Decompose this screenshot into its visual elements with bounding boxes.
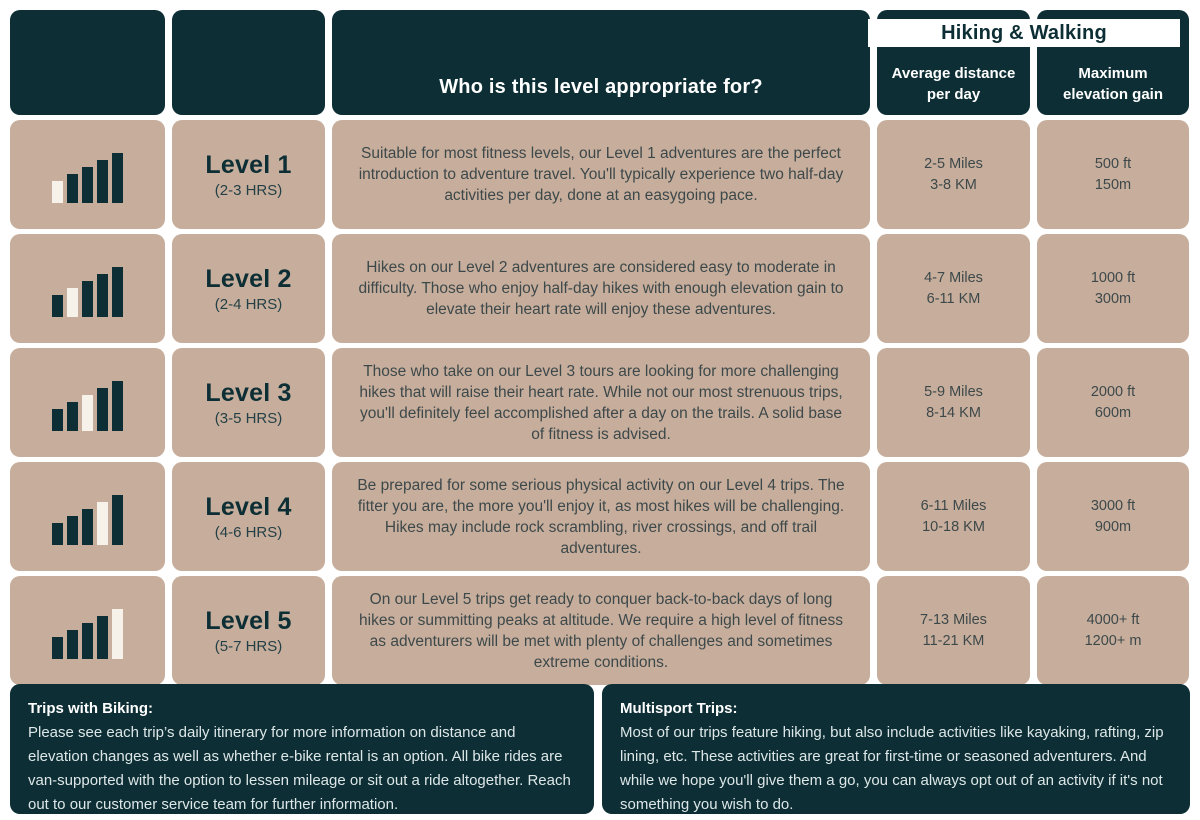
elevation-ft: 2000 ft <box>1090 383 1136 400</box>
bar-segment <box>97 388 108 431</box>
level-hours: (2-3 HRS) <box>214 181 283 199</box>
level-elevation-cell <box>1037 462 1189 571</box>
level-name: Level 5 <box>205 606 292 635</box>
bar-segment <box>97 616 108 659</box>
distance-miles: 4-7 Miles <box>924 269 983 286</box>
biking-note-body: Please see each trip’s daily itinerary for more information on distance and elevation changes as well as whether e-bike rental is an option. All bike rides are van-supported with the option to lessen mileage or sit out a ride altogether. Reach out to our customer service team for further information. <box>28 724 571 813</box>
distance-miles: 7-13 Miles <box>920 611 987 628</box>
level-icon-cell <box>10 462 165 571</box>
multisport-note-box <box>602 684 1190 814</box>
elevation-m: 150m <box>1094 176 1132 193</box>
level-name-cell <box>172 576 325 685</box>
level-description-cell <box>332 462 870 571</box>
distance-km: 10-18 KM <box>922 518 985 535</box>
level-name: Level 1 <box>205 150 292 179</box>
level-distance-cell <box>877 576 1030 685</box>
distance-km: 11-21 KM <box>922 632 985 649</box>
bar-segment <box>67 174 78 203</box>
level-name: Level 3 <box>205 378 292 407</box>
level-elevation-cell <box>1037 234 1189 343</box>
level-name-cell <box>172 120 325 229</box>
level-description: Be prepared for some serious physical activity on our Level 4 trips. The fitter you are, the more you'll enjoy it, as most hikes will be challenging. Hikes may include rock scrambling, river crossings, and off trail adventures. <box>357 476 845 557</box>
level-elevation-cell <box>1037 576 1189 685</box>
level-description: Hikes on our Level 2 adventures are considered easy to moderate in difficulty. Those who enjoy half-day hikes with enough elevation gain to elevate their heart rate will enjoy these adventures. <box>358 259 844 318</box>
bar-segment <box>82 167 93 203</box>
elevation-m: 900m <box>1094 518 1132 535</box>
level-icon-cell <box>10 120 165 229</box>
level-name-cell <box>172 234 325 343</box>
elevation-ft: 1000 ft <box>1090 269 1136 286</box>
header-level-column-spacer <box>172 10 325 115</box>
level-icon-cell <box>10 234 165 343</box>
bar-segment <box>82 395 93 431</box>
level-distance-cell <box>877 234 1030 343</box>
level-description-cell <box>332 234 870 343</box>
elevation-m: 600m <box>1094 404 1132 421</box>
hiking-walking-banner <box>868 19 1180 47</box>
level-elevation-cell <box>1037 348 1189 457</box>
bar-segment <box>97 502 108 545</box>
elevation-m: 300m <box>1094 290 1132 307</box>
level-name: Level 4 <box>205 492 292 521</box>
distance-miles: 5-9 Miles <box>924 383 983 400</box>
level-bars-icon <box>52 265 123 317</box>
distance-km: 3-8 KM <box>930 176 977 193</box>
level-name-cell <box>172 348 325 457</box>
footer-notes <box>10 684 1190 814</box>
level-hours: (4-6 HRS) <box>214 523 283 541</box>
distance-km: 6-11 KM <box>926 290 981 307</box>
header-who-cell <box>332 10 870 115</box>
bar-segment <box>52 295 63 317</box>
level-name-cell <box>172 462 325 571</box>
bar-segment <box>112 381 123 431</box>
level-icon-cell <box>10 576 165 685</box>
level-description-cell <box>332 348 870 457</box>
level-distance-cell <box>877 348 1030 457</box>
elevation-ft: 500 ft <box>1094 155 1132 172</box>
bar-segment <box>97 274 108 317</box>
distance-km: 8-14 KM <box>926 404 981 421</box>
level-hours: (2-4 HRS) <box>214 295 283 313</box>
bar-segment <box>112 153 123 203</box>
elevation-column-title: Maximum elevation gain <box>1062 65 1164 103</box>
bar-segment <box>97 160 108 203</box>
bar-segment <box>52 637 63 659</box>
distance-column-title: Average distance per day <box>891 65 1016 103</box>
bar-segment <box>112 609 123 659</box>
who-column-title: Who is this level appropriate for? <box>439 76 763 98</box>
level-bars-icon <box>52 607 123 659</box>
bar-segment <box>67 630 78 659</box>
bar-segment <box>82 509 93 545</box>
difficulty-levels-table <box>10 10 1190 685</box>
level-distance-cell <box>877 462 1030 571</box>
level-hours: (5-7 HRS) <box>214 637 283 655</box>
bar-segment <box>112 267 123 317</box>
level-elevation-cell <box>1037 120 1189 229</box>
elevation-m: 1200+ m <box>1084 632 1142 649</box>
distance-miles: 6-11 Miles <box>920 497 987 514</box>
level-bars-icon <box>52 151 123 203</box>
hiking-walking-title: Hiking & Walking <box>941 21 1107 44</box>
level-hours: (3-5 HRS) <box>214 409 283 427</box>
level-description-cell <box>332 576 870 685</box>
multisport-note-title: Multisport Trips: <box>620 700 738 717</box>
header-icon-column-spacer <box>10 10 165 115</box>
elevation-ft: 4000+ ft <box>1086 611 1140 628</box>
biking-note-box <box>10 684 594 814</box>
bar-segment <box>52 181 63 203</box>
bar-segment <box>82 623 93 659</box>
bar-segment <box>67 516 78 545</box>
level-description: Suitable for most fitness levels, our Level 1 adventures are the perfect introduction to adventure travel. You'll typically experience two half-day activities per day, done at an easygoing pace. <box>358 145 844 204</box>
level-bars-icon <box>52 379 123 431</box>
bar-segment <box>67 402 78 431</box>
distance-miles: 2-5 Miles <box>924 155 983 172</box>
level-distance-cell <box>877 120 1030 229</box>
level-description: On our Level 5 trips get ready to conquer back-to-back days of long hikes or summitting peaks at altitude. We require a high level of fitness as adventurers will be met with plenty of challenges and sometimes extreme conditions. <box>359 590 843 671</box>
biking-note-title: Trips with Biking: <box>28 700 154 717</box>
multisport-note-body: Most of our trips feature hiking, but also include activities like kayaking, rafting, zip lining, etc. These activities are great for first-time or seasoned adventurers. And while we hope you'll give them a go, you can always opt out of an activity if it's not something you wish to do. <box>620 724 1164 813</box>
level-description: Those who take on our Level 3 tours are looking for more challenging hikes that will raise their heart rate. While not our most strenuous trips, you'll definitely feel accomplished after a day on the trails. A solid base of fitness is advised. <box>359 362 843 443</box>
bar-segment <box>67 288 78 317</box>
level-description-cell <box>332 120 870 229</box>
bar-segment <box>52 409 63 431</box>
level-icon-cell <box>10 348 165 457</box>
level-name: Level 2 <box>205 264 292 293</box>
bar-segment <box>52 523 63 545</box>
level-bars-icon <box>52 493 123 545</box>
elevation-ft: 3000 ft <box>1090 497 1136 514</box>
bar-segment <box>112 495 123 545</box>
bar-segment <box>82 281 93 317</box>
